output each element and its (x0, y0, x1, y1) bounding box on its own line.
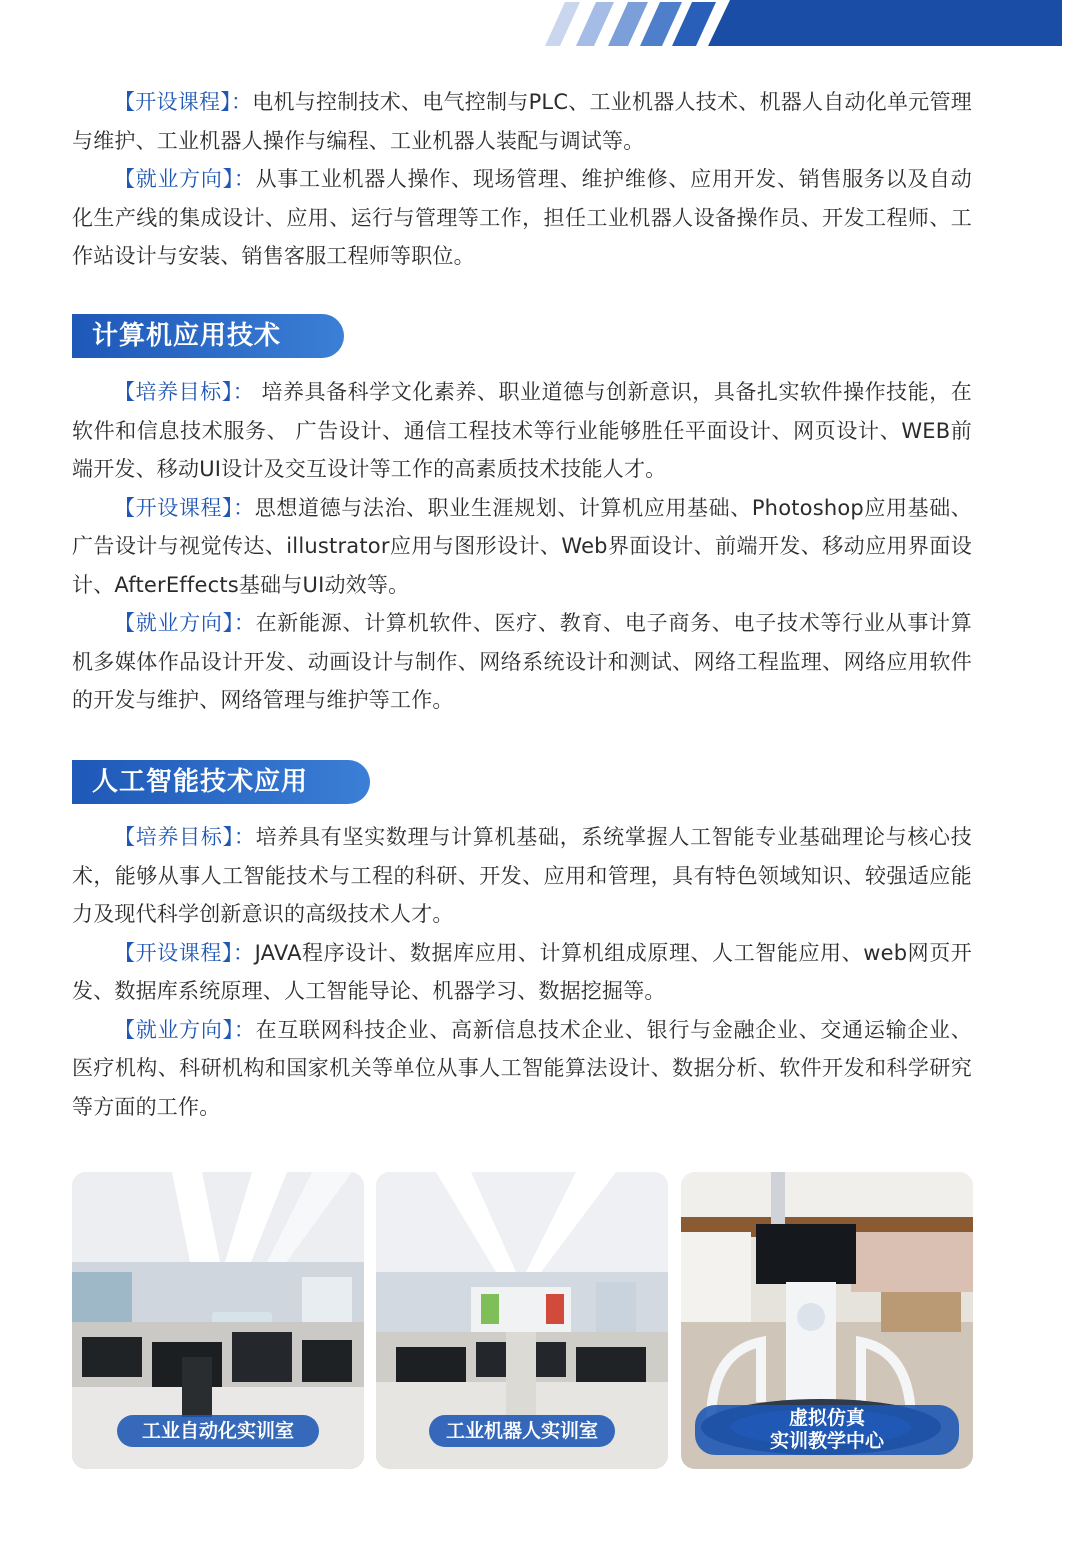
courses-paragraph (72, 83, 972, 160)
courses-paragraph (72, 934, 972, 1011)
employment-tag: 【就业方向】： (114, 167, 256, 191)
courses-tag: 【开设课程】： (114, 90, 253, 114)
photo-caption-line2: 实训教学中心 (769, 1430, 884, 1452)
employment-text: 在互联网科技企业、高新信息技术企业、银行与金融企业、交通运输企业、医疗机构、科研机构和国家机关等单位从事人工智能算法设计、数据分析、软件开发和科学研究等方面的工作。 (72, 1017, 972, 1119)
employment-paragraph (72, 604, 972, 720)
employment-paragraph (72, 160, 972, 276)
photo-robot-lab (376, 1172, 668, 1469)
photo-vr-center (681, 1172, 973, 1469)
courses-paragraph (72, 489, 972, 605)
courses-text: 电机与控制技术、电气控制与PLC、工业机器人技术、机器人自动化单元管理与维护、工业机器人操作与编程、工业机器人装配与调试等。 (72, 90, 972, 153)
goal-text: 培养具有坚实数理与计算机基础，系统掌握人工智能专业基础理论与核心技术，能够从事人工智能技术与工程的科研、开发、应用和管理，具有特色领域知识、较强适应能力及现代科学创新意识的高级技术人才。 (72, 825, 972, 926)
goal-text: 培养具备科学文化素养、职业道德与创新意识，具备扎实软件操作技能，在软件和信息技术服务、 广告设计、通信工程技术等行业能够胜任平面设计、网页设计、WEB前端开发、移动UI设计及交互设计等工作的高素质技术技能人才。 (72, 380, 972, 481)
goal-paragraph (72, 373, 972, 489)
employment-tag: 【就业方向】： (114, 611, 256, 635)
employment-text: 在新能源、计算机软件、医疗、教育、电子商务、电子技术等行业从事计算机多媒体作品设计开发、动画设计与制作、网络系统设计和测试、网络工程监理、网络应用软件的开发与维护、网络管理与维护等工作。 (72, 611, 972, 712)
photo-caption (695, 1405, 959, 1455)
section-title-computer-application: 计算机应用技术 (72, 314, 344, 358)
goal-paragraph (72, 818, 972, 934)
photo-caption-line1: 虚拟仿真 (788, 1407, 865, 1429)
courses-tag: 【开设课程】： (114, 495, 255, 520)
section-ai-application (72, 818, 972, 1126)
employment-paragraph (72, 1011, 972, 1127)
section-title-ai-application: 人工智能技术应用 (72, 760, 370, 804)
employment-tag: 【就业方向】： (114, 1017, 256, 1042)
employment-text: 从事工业机器人操作、现场管理、维护维修、应用开发、销售服务以及自动化生产线的集成设计、应用、运行与管理等工作，担任工业机器人设备操作员、开发工程师、工作站设计与安装、销售客服工程师等职位。 (72, 167, 972, 268)
goal-tag: 【培养目标】： (114, 825, 256, 849)
photo-automation-lab (72, 1172, 364, 1469)
block-robotics-continued (72, 83, 972, 276)
header-chevron-band (0, 0, 1080, 60)
courses-tag: 【开设课程】： (114, 940, 255, 965)
photo-caption: 工业自动化实训室 (117, 1415, 319, 1447)
courses-text: 思想道德与法治、职业生涯规划、计算机应用基础、Photoshop应用基础、广告设计与视觉传达、illustrator应用与图形设计、Web界面设计、前端开发、移动应用界面设计、AfterEffects基础与UI动效等。 (72, 495, 972, 597)
photo-caption: 工业机器人实训室 (429, 1415, 615, 1447)
section-computer-application (72, 373, 972, 720)
goal-tag: 【培养目标】： (114, 380, 255, 404)
courses-text: JAVA程序设计、数据库应用、计算机组成原理、人工智能应用、web网页开发、数据库系统原理、人工智能导论、机器学习、数据挖掘等。 (72, 940, 972, 1003)
